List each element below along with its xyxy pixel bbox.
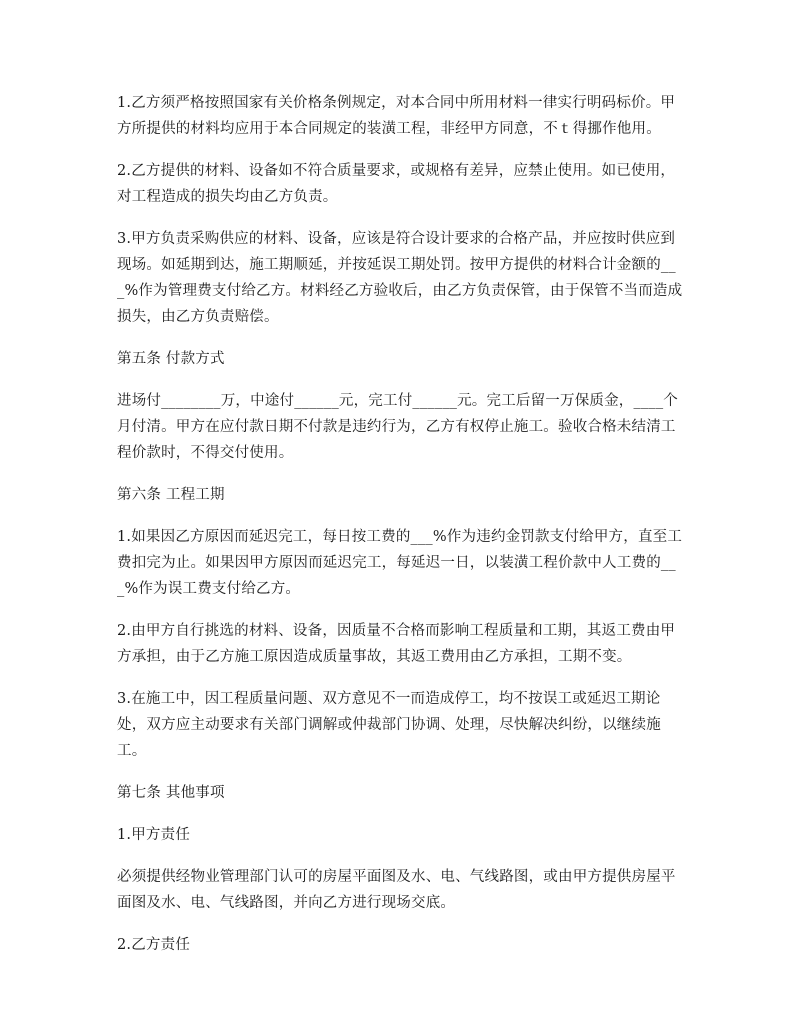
- clause-paragraph: 1.乙方须严格按照国家有关价格条例规定，对本合同中所用材料一律实行明码标价。甲方所提供的材料均应用于本合同规定的装潢工程，非经甲方同意，不ｔ得挪作他用。: [117, 95, 676, 137]
- subsection-heading: 2.乙方责任: [117, 937, 191, 953]
- section-heading: 第七条 其他事项: [117, 785, 225, 801]
- clause-paragraph: 进场付________万，中途付______元，完工付______元。完工后留一万保质金，____个月付清。甲方在应付款日期不付款是违约行为，乙方有权停止施工。验收合格未结清工程价款时，不得交付使用。: [117, 393, 678, 461]
- section-heading: 第五条 付款方式: [117, 351, 225, 367]
- clause-paragraph: 3.在施工中，因工程质量问题、双方意见不一而造成停工，均不按误工或延迟工期论处，双方应主动要求有关部门调解或仲裁部门协调、处理，尽快解决纠纷，以继续施工。: [117, 691, 661, 759]
- clause-paragraph: 2.由甲方自行挑选的材料、设备，因质量不合格而影响工程质量和工期，其返工费由甲方承担，由于乙方施工原因造成质量事故，其返工费用由乙方承担，工期不变。: [117, 623, 676, 665]
- subsection-heading: 1.甲方责任: [117, 827, 191, 843]
- clause-paragraph: 必须提供经物业管理部门认可的房屋平面图及水、电、气线路图，或由甲方提供房屋平面图及水、电、气线路图，并向乙方进行现场交底。: [117, 869, 676, 911]
- clause-paragraph: 2.乙方提供的材料、设备如不符合质量要求，或规格有差异，应禁止使用。如已使用，对工程造成的损失均由乙方负责。: [117, 163, 676, 205]
- clause-paragraph: 3.甲方负责采购供应的材料、设备，应该是符合设计要求的合格产品，并应按时供应到现场。如延期到达，施工期顺延，并按延误工期处罚。按甲方提供的材料合计金额的___%作为管理费支付给乙方。材料经乙方验收后，由乙方负责保管，由于保管不当而造成损失，由乙方负责赔偿。: [117, 231, 683, 325]
- section-heading: 第六条 工程工期: [117, 487, 225, 503]
- clause-paragraph: 1.如果因乙方原因而延迟完工，每日按工费的___%作为违约金罚款支付给甲方，直至工费扣完为止。如果因甲方原因而延迟完工，每延迟一日，以装潢工程价款中人工费的___%作为误工费支付给乙方。: [117, 529, 683, 597]
- document-body: [117, 90, 689, 974]
